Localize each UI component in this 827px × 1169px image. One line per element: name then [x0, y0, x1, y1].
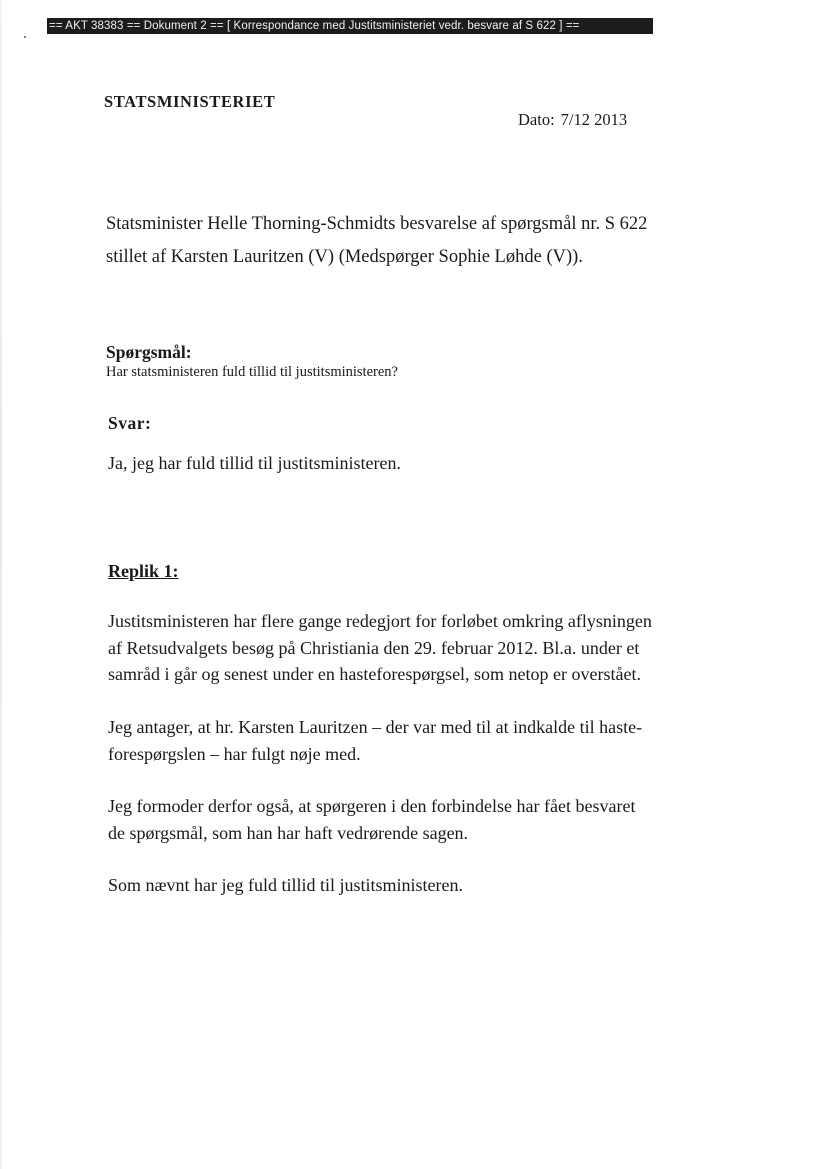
scan-artifact-dot	[24, 36, 26, 38]
paragraph-line: Som nævnt har jeg fuld tillid til justitsministeren.	[108, 875, 463, 895]
replik-heading: Replik 1:	[108, 561, 179, 581]
replik-paragraph	[108, 608, 728, 688]
ministry-letterhead: STATSMINISTERIET	[104, 92, 276, 111]
replik-paragraph	[108, 714, 728, 767]
paragraph-line: forespørgslen – har fulgt nøje med.	[108, 743, 361, 764]
document-subject	[106, 208, 726, 274]
question-text: Har statsministeren fuld tillid til justitsministeren?	[106, 364, 398, 380]
answer-heading: Svar:	[108, 413, 152, 433]
paragraph-line: Justitsministeren har flere gange redegjort for forløbet omkring aflysningen	[108, 611, 652, 631]
subject-line: Statsminister Helle Thorning-Schmidts besvarelse af spørgsmål nr. S 622	[106, 214, 648, 234]
document-header-banner: == AKT 38383 == Dokument 2 == [ Korrespondance med Justitsministeriet vedr. besvare af S 622 ] ==	[47, 18, 653, 34]
scan-edge	[0, 0, 2, 1169]
paragraph-line: Jeg formoder derfor også, at spørgeren i den forbindelse har fået besvaret	[108, 796, 636, 816]
answer-text: Ja, jeg har fuld tillid til justitsministeren.	[108, 453, 401, 473]
paragraph-line: samråd i går og senest under en hasteforespørgsel, som netop er overstået.	[108, 664, 642, 684]
paragraph-line: de spørgsmål, som han har haft vedrørende sagen.	[108, 822, 469, 843]
date-label: Dato:	[518, 110, 555, 129]
question-heading: Spørgsmål:	[106, 342, 192, 362]
date-line	[518, 110, 627, 130]
subject-line: stillet af Karsten Lauritzen (V) (Medspørger Sophie Løhde (V)).	[106, 247, 583, 267]
replik-paragraph	[108, 793, 728, 846]
date-value: 7/12 2013	[560, 110, 628, 129]
paragraph-line: af Retsudvalgets besøg på Christiania den 29. februar 2012. Bl.a. under et	[108, 637, 640, 658]
paragraph-line: Jeg antager, at hr. Karsten Lauritzen – der var med til at indkalde til haste-	[108, 717, 643, 737]
replik-paragraph	[108, 872, 728, 899]
